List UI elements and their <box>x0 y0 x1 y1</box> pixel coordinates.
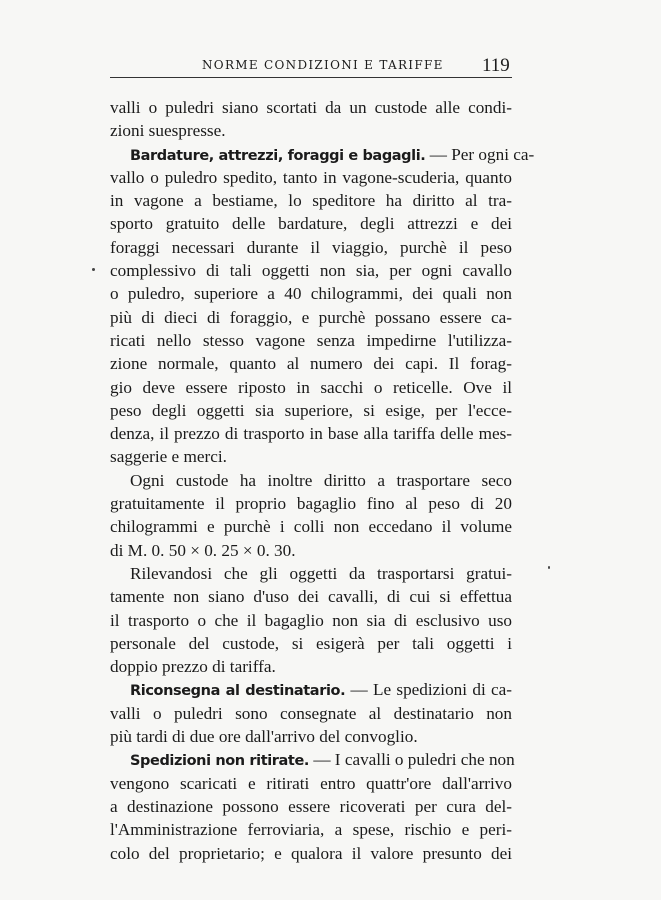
page-number: 119 <box>482 55 510 76</box>
text-line: o puledro, superiore a 40 chilogrammi, dei quali non <box>110 284 512 304</box>
running-title: NORME CONDIZIONI E TARIFFE <box>202 58 444 72</box>
section-heading-line: Bardature, attrezzi, foraggi e bagagli. — Per ogni ca- <box>130 144 535 164</box>
running-head <box>0 55 661 79</box>
text-line: vallo o puledro spedito, tanto in vagone-scuderia, quanto <box>110 167 512 187</box>
paper-speck <box>548 566 550 569</box>
section-heading: Bardature, attrezzi, foraggi e bagagli. <box>130 147 426 164</box>
section-heading-line: Riconsegna al destinatario. — Le spedizioni di ca- <box>130 680 512 700</box>
text-line: gratuitamente il proprio bagaglio fino al peso di 20 <box>110 494 512 514</box>
text-line: zioni suespresse. <box>110 121 226 141</box>
text-line: più di dieci di foraggio, e purchè possano essere ca- <box>110 307 512 327</box>
text-line: foraggi necessari durante il viaggio, purchè il peso <box>110 237 512 257</box>
text-line: peso degli oggetti sia superiore, si esige, per l'ecce- <box>110 400 512 420</box>
text-line: personale del custode, si esigerà per tali oggetti i <box>110 633 512 653</box>
text-line: Rilevandosi che gli oggetti da trasportarsi gratui- <box>130 563 512 583</box>
text-line: tamente non siano d'uso dei cavalli, di cui si effettua <box>110 587 512 607</box>
paper-speck <box>92 268 95 271</box>
header-rule <box>110 77 512 78</box>
text-line: zione normale, quanto al numero dei capi. Il forag- <box>110 354 512 374</box>
text-line: in vagone a bestiame, lo speditore ha diritto al tra- <box>110 191 512 211</box>
text-line: Ogni custode ha inoltre diritto a trasportare seco <box>130 470 512 490</box>
section-heading: Spedizioni non ritirate. <box>130 753 310 770</box>
body-text <box>110 96 535 865</box>
text-line: di M. 0. 50 × 0. 25 × 0. 30. <box>110 540 296 560</box>
text-line: l'Amministrazione ferroviaria, a spese, rischio e peri- <box>110 820 512 840</box>
text-line: denza, il prezzo di trasporto in base alla tariffa delle mes- <box>110 424 512 444</box>
text-line: valli o puledri sono consegnate al destinatario non <box>110 703 512 723</box>
text-line: sporto gratuito delle bardature, degli attrezzi e dei <box>110 214 512 234</box>
text-line: vengono scaricati e ritirati entro quattr'ore dall'arrivo <box>110 773 512 793</box>
text-line: complessivo di tali oggetti non sia, per ogni cavallo <box>110 261 512 281</box>
text-line: colo del proprietario; e qualora il valore presunto dei <box>110 843 512 863</box>
text-line: valli o puledri siano scortati da un custode alle condi- <box>110 98 512 117</box>
text-line: a destinazione possono essere ricoverati per cura del- <box>110 796 512 816</box>
text-line: chilogrammi e purchè i colli non eccedano il volume <box>110 517 512 537</box>
text-line: gio deve essere riposto in sacchi o reticelle. Ove il <box>110 377 512 397</box>
text-line: saggerie e merci. <box>110 447 227 467</box>
section-heading-line: Spedizioni non ritirate. — I cavalli o puledri che non <box>130 750 515 770</box>
text-line: doppio prezzo di tariffa. <box>110 657 276 677</box>
section-heading: Riconsegna al destinatario. <box>130 683 346 700</box>
text-line: ricati nello stesso vagone senza impedirne l'utilizza- <box>110 330 512 350</box>
text-line: il trasporto o che il bagaglio non sia di esclusivo uso <box>110 610 512 630</box>
text-line: più tardi di due ore dall'arrivo del convoglio. <box>110 727 418 747</box>
